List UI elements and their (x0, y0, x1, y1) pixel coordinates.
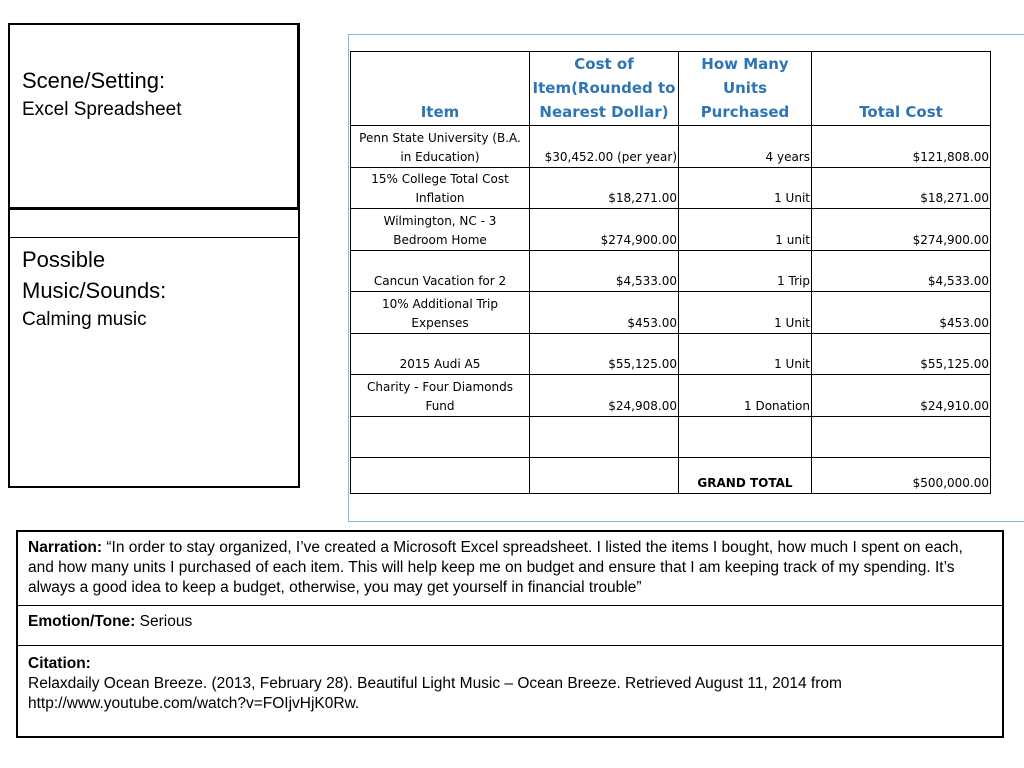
cell-total[interactable]: $274,900.00 (812, 209, 991, 251)
cell-qty[interactable]: 1 Unit (679, 292, 812, 334)
table-row (351, 126, 991, 168)
item-line1: Charity - Four Diamonds (367, 379, 513, 394)
header-item (351, 52, 530, 126)
grand-total-row (351, 458, 991, 494)
cell-empty[interactable] (679, 416, 812, 458)
cell-cost[interactable]: $453.00 (530, 292, 679, 334)
cell-item[interactable] (351, 375, 530, 417)
cell-cost[interactable]: $18,271.00 (530, 167, 679, 209)
item-line2: Cancun Vacation for 2 (373, 274, 507, 288)
citation-section (18, 646, 1002, 736)
citation-text: Relaxdaily Ocean Breeze. (2013, February 28). Beautiful Light Music – Ocean Breeze. Retrieved August 11, 2014 from http://www.youtube.com/watch?v=FOIjvHjK0Rw. (28, 675, 842, 712)
header-cost-line1: Cost of (574, 55, 634, 73)
music-value: Calming music (22, 309, 147, 330)
header-item-label: Item (420, 103, 460, 121)
header-qty-line2: Units (722, 79, 768, 97)
table-row (351, 375, 991, 417)
table-row (351, 250, 991, 292)
item-line2: Expenses (411, 315, 469, 330)
narration-section (18, 532, 1002, 606)
citation-label: Citation: (28, 655, 91, 672)
header-cost-line3: Nearest Dollar) (539, 103, 669, 121)
storyboard-left-panel (8, 23, 300, 488)
cell-empty[interactable] (530, 458, 679, 494)
item-line1: 10% Additional Trip (382, 296, 498, 311)
cell-qty[interactable]: 1 Trip (679, 250, 812, 292)
cell-total[interactable]: $453.00 (812, 292, 991, 334)
cell-cost[interactable]: $55,125.00 (530, 333, 679, 375)
item-line2: Inflation (415, 191, 465, 205)
narration-text: “In order to stay organized, I’ve created a Microsoft Excel spreadsheet. I listed the items I bought, how much I spent on each, and how many units I purchased of each item. This will help keep me on budget and ensure that I am keeping track of my spending. It’s always a good idea to keep a budget, otherwise, you may get yourself in financial trouble” (28, 539, 963, 596)
table-row-empty (351, 416, 991, 458)
cell-item[interactable] (351, 126, 530, 168)
cell-qty[interactable]: 4 years (679, 126, 812, 168)
header-qty-line3: Purchased (700, 103, 790, 121)
music-sounds-box (10, 238, 298, 486)
item-line1: 15% College Total Cost (371, 172, 509, 186)
header-total (812, 52, 991, 126)
emotion-section (18, 606, 1002, 646)
cell-item[interactable] (351, 209, 530, 251)
cell-item[interactable] (351, 250, 530, 292)
item-line1: Penn State University (B.A. (359, 130, 521, 145)
header-row (351, 52, 991, 126)
header-cost (530, 52, 679, 126)
table-row (351, 209, 991, 251)
cell-item[interactable] (351, 167, 530, 209)
item-line2: Fund (425, 398, 455, 413)
cell-cost[interactable]: $274,900.00 (530, 209, 679, 251)
cell-item[interactable] (351, 333, 530, 375)
cell-qty[interactable]: 1 Unit (679, 167, 812, 209)
scene-setting-box (10, 25, 298, 210)
cell-cost[interactable]: $4,533.00 (530, 250, 679, 292)
header-qty-line1: How Many (701, 55, 789, 73)
emotion-label: Emotion/Tone: (28, 613, 136, 630)
cell-total[interactable]: $55,125.00 (812, 333, 991, 375)
cell-empty[interactable] (351, 416, 530, 458)
header-total-label: Total Cost (859, 103, 943, 121)
spreadsheet-frame (348, 34, 1024, 522)
cell-empty[interactable] (530, 416, 679, 458)
grand-total-label[interactable]: GRAND TOTAL (679, 458, 812, 494)
table-row (351, 167, 991, 209)
cell-empty[interactable] (812, 416, 991, 458)
item-line1: Wilmington, NC - 3 (383, 213, 497, 228)
cell-empty[interactable] (351, 458, 530, 494)
emotion-value: Serious (139, 613, 193, 630)
scene-setting-value: Excel Spreadsheet (22, 99, 182, 120)
table-row (351, 333, 991, 375)
music-label-line2: Music/Sounds: (22, 278, 167, 303)
header-cost-line2: Item(Rounded to (532, 79, 676, 97)
item-line2: in Education) (400, 149, 480, 164)
narration-label: Narration: (28, 539, 103, 556)
cell-qty[interactable]: 1 Donation (679, 375, 812, 417)
cell-qty[interactable]: 1 unit (679, 209, 812, 251)
header-qty (679, 52, 812, 126)
cell-cost[interactable]: $24,908.00 (530, 375, 679, 417)
music-label-line1: Possible (22, 247, 106, 272)
cell-total[interactable]: $18,271.00 (812, 167, 991, 209)
spreadsheet-table (350, 51, 991, 494)
spacer-box (10, 210, 298, 238)
cell-qty[interactable]: 1 Unit (679, 333, 812, 375)
item-line2: 2015 Audi A5 (399, 357, 481, 371)
cell-total[interactable]: $24,910.00 (812, 375, 991, 417)
narration-box (16, 530, 1004, 738)
cell-total[interactable]: $4,533.00 (812, 250, 991, 292)
grand-total-value[interactable]: $500,000.00 (812, 458, 991, 494)
cell-cost[interactable]: $30,452.00 (per year) (530, 126, 679, 168)
scene-setting-label: Scene/Setting: (22, 68, 166, 93)
cell-item[interactable] (351, 292, 530, 334)
item-line2: Bedroom Home (393, 232, 487, 247)
cell-total[interactable]: $121,808.00 (812, 126, 991, 168)
table-row (351, 292, 991, 334)
